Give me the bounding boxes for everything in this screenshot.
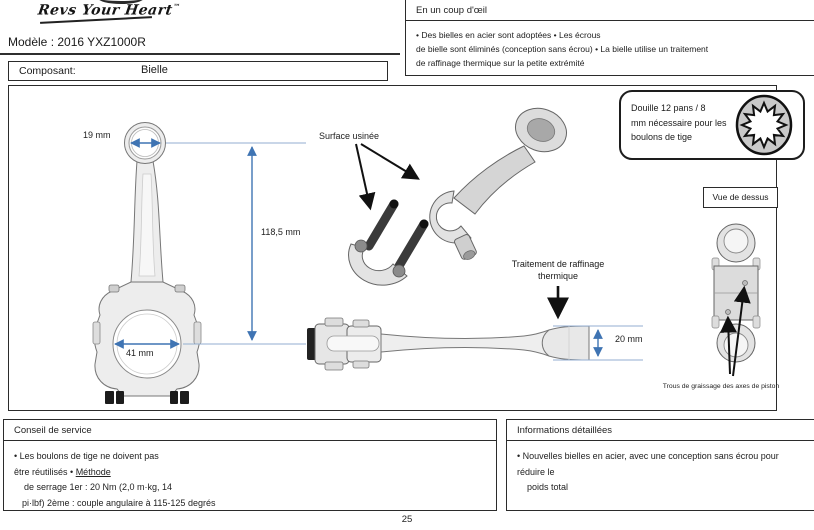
socket-note-text (631, 101, 727, 145)
connecting-rod-front-view (93, 123, 201, 405)
oil-holes-caption: Trous de graissage des axes de piston (662, 383, 780, 390)
component-value: Bielle (141, 64, 168, 76)
service-tip-line2-underlined: Méthode (75, 466, 111, 477)
small-end-dimension-label: 19 mm (83, 130, 111, 140)
socket-12pt-icon (731, 92, 797, 158)
logo-text: Revs Your Heart (36, 2, 174, 19)
service-tip-line (14, 465, 486, 481)
glance-line: • Des bielles en acier sont adoptées • Les écrous (416, 30, 601, 40)
component-label: Composant: (19, 65, 76, 77)
machined-surface-label: Surface usinée (319, 131, 380, 141)
connecting-rod-side-view (307, 318, 589, 370)
socket-note-line: boulons de tige (631, 132, 693, 142)
service-tip-line: de serrage 1er : 20 Nm (2,0 m·kg, 14 (24, 482, 173, 492)
glance-title: En un coup d'œil (406, 0, 814, 21)
component-box (8, 61, 388, 81)
service-tip-line: • Les boulons de tige ne doivent pas (14, 451, 159, 461)
socket-note-box (619, 90, 805, 160)
glance-line: de raffinage thermique sur la petite extrémité (416, 58, 585, 68)
big-end-dimension-label: 41 mm (126, 348, 154, 358)
service-tip-title: Conseil de service (4, 420, 496, 441)
details-title: Informations détaillées (507, 420, 814, 441)
service-tip-box (3, 419, 497, 511)
service-tip-line2-prefix: être réutilisés • (14, 466, 76, 477)
rod-cap-with-bolts (349, 200, 429, 286)
heat-treatment-label-line2: thermique (537, 271, 579, 281)
heat-treatment-label-line1: Traitement de raffinage (511, 259, 605, 269)
top-view-label: Vue de dessus (712, 192, 769, 202)
main-diagram-box (8, 85, 780, 411)
machined-surface-arrows (356, 144, 417, 207)
trademark-symbol: ™ (172, 2, 182, 11)
thickness-dimension-label: 20 mm (615, 334, 643, 344)
header-rule (0, 53, 400, 55)
service-tip-line: pi·lbf) 2ème : couple angulaire à 115-125 degrés (22, 497, 216, 508)
details-box (506, 419, 814, 511)
heat-treatment-label (492, 258, 624, 282)
details-line: poids total (527, 482, 569, 492)
socket-note-line: mm nécessaire pour les (631, 117, 727, 128)
glance-box (405, 0, 814, 76)
socket-note-line: Douille 12 pans / 8 (631, 103, 706, 113)
glance-line: de bielle sont éliminés (conception sans écrou) • La bielle utilise un traitement (416, 44, 709, 54)
length-dimension-label: 118,5 mm (261, 227, 301, 237)
top-view-label-box (703, 187, 778, 208)
connecting-rod-top-view (712, 224, 760, 362)
page-number: 25 (401, 514, 413, 525)
model-label: Modèle : 2016 YXZ1000R (8, 35, 146, 49)
details-line: • Nouvelles bielles en acier, avec une conception sans écrou pour réduire le (517, 451, 779, 477)
connecting-rod-3d-view (430, 101, 573, 262)
revs-your-heart-logo (37, 2, 181, 19)
